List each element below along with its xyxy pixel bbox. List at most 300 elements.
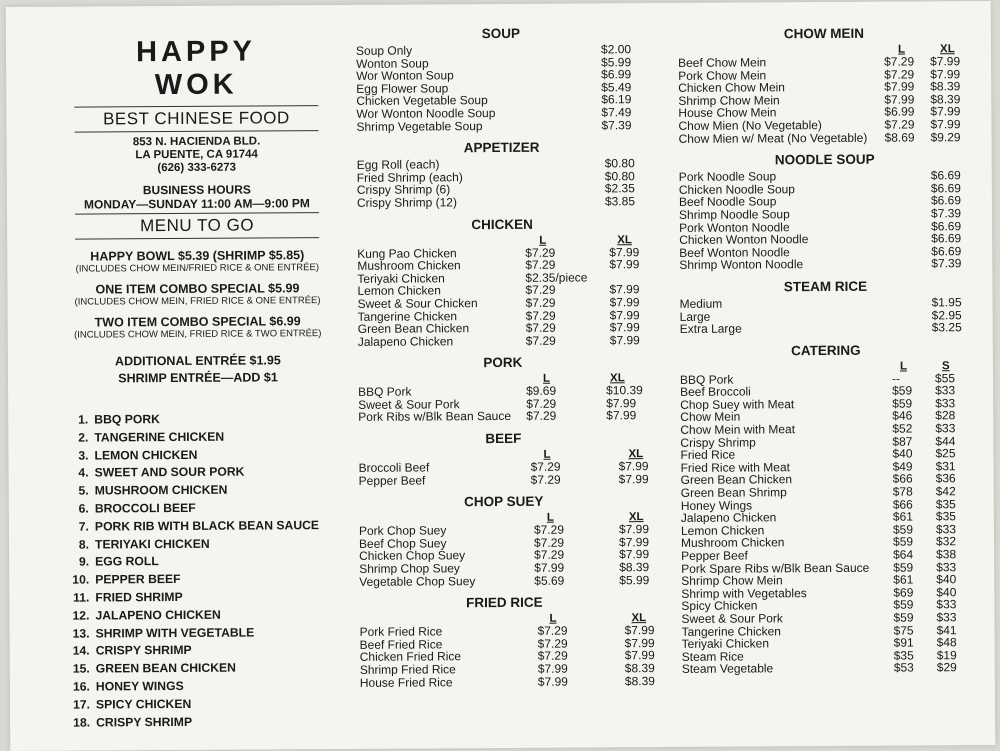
item-price: $6.69 xyxy=(930,168,961,183)
item-name: Chow Mein with Meat xyxy=(680,422,796,437)
item-price: $7.99 xyxy=(537,674,568,689)
section-chicken xyxy=(347,216,658,349)
item-price: $7.29 xyxy=(525,282,556,298)
entree-name: PEPPER BEEF xyxy=(95,572,181,587)
item-price: $40 xyxy=(892,446,913,461)
item-price: $78 xyxy=(892,484,913,499)
item-price: $7.29 xyxy=(530,472,561,487)
entree-number: 15. xyxy=(72,661,90,676)
item-price-alt: $7.99 xyxy=(930,104,961,119)
item-price-alt: $32 xyxy=(935,534,957,549)
item-price-alt: $19 xyxy=(936,647,957,663)
item-price: $3.25 xyxy=(931,320,962,335)
entree-name: SHRIMP WITH VEGETABLE xyxy=(95,625,255,641)
item-price: $7.39 xyxy=(601,117,632,132)
item-price-alt: $7.99 xyxy=(618,534,650,550)
item-price: $5.69 xyxy=(534,573,565,588)
size-label-large: L xyxy=(549,612,557,625)
item-price: $7.29 xyxy=(884,54,915,69)
item-name: Wor Wonton Noodle Soup xyxy=(356,105,496,121)
section-appetizer xyxy=(347,139,657,209)
offer-note: (INCLUDES CHOW MEIN, FRIED RICE & TWO ENTRÉE) xyxy=(74,328,322,341)
item-price-alt: $8.39 xyxy=(624,661,655,676)
item-price-alt: $9.29 xyxy=(930,129,961,144)
item-name: Vegetable Chop Suey xyxy=(359,573,476,589)
item-name: Sweet & Sour Pork xyxy=(681,611,783,626)
item-price: $7.29 xyxy=(537,649,568,664)
section-fried-rice xyxy=(349,594,660,689)
item-price-alt: $44 xyxy=(935,433,956,449)
item-name: Broccoli Beef xyxy=(358,460,430,475)
item-price: $6.69 xyxy=(930,180,961,196)
menu-item xyxy=(350,675,660,689)
item-price-alt: $8.39 xyxy=(624,673,655,688)
item-price-alt: $7.99 xyxy=(930,117,961,132)
entree-item xyxy=(69,570,329,589)
size-label-large: L xyxy=(897,43,906,56)
section-pork xyxy=(348,354,658,424)
item-name: Shrimp Chow Mein xyxy=(681,573,783,589)
entree-number: 4. xyxy=(78,465,89,480)
section-title: SOUP xyxy=(481,25,521,42)
entree-number: 2. xyxy=(78,430,89,445)
item-price: $59 xyxy=(892,396,913,411)
item-name: Shrimp Chow Mein xyxy=(678,93,780,108)
entree-number: 13. xyxy=(72,626,90,641)
item-name: Spicy Chicken xyxy=(681,598,758,614)
entree-item xyxy=(70,659,330,678)
menu-item xyxy=(349,574,659,588)
size-label-small: XL xyxy=(628,511,644,524)
item-price: $59 xyxy=(892,534,914,550)
item-name: Beef Fried Rice xyxy=(359,637,443,652)
item-price: $7.99 xyxy=(534,560,565,575)
entree-item xyxy=(68,428,328,447)
item-price-alt: $48 xyxy=(936,635,957,650)
section-title: CHOW MEIN xyxy=(783,25,865,42)
size-label-large: L xyxy=(542,372,551,386)
section-chop-suey xyxy=(349,493,660,588)
item-price-alt: $33 xyxy=(936,559,957,574)
item-name: Mushroom Chicken xyxy=(357,258,461,273)
address-line2: LA PUENTE, CA 91744 xyxy=(135,148,258,162)
entree-item xyxy=(69,517,329,536)
item-price: $6.69 xyxy=(931,231,962,246)
item-name: Shrimp Noodle Soup xyxy=(678,207,790,222)
item-name: Tangerine Chicken xyxy=(681,623,782,639)
offer-note: (INCLUDES CHOW MEIN/FRIED RICE & ONE ENTRÉE) xyxy=(75,262,320,275)
restaurant-name-line2: WOK xyxy=(154,68,238,102)
item-price: $7.39 xyxy=(930,206,962,221)
item-price: $7.49 xyxy=(601,105,632,120)
offer-title: ONE ITEM COMBO SPECIAL $5.99 xyxy=(95,281,300,297)
item-price: -- xyxy=(891,371,901,386)
right-column xyxy=(668,25,984,684)
item-price: $7.29 xyxy=(525,320,556,335)
item-price: $6.19 xyxy=(601,92,632,107)
entree-number: 9. xyxy=(78,554,90,569)
item-name: Egg Roll (each) xyxy=(356,157,440,173)
item-price: $66 xyxy=(892,497,913,512)
item-name: BBQ Pork xyxy=(358,384,412,400)
entree-name: PORK RIB WITH BLACK BEAN SAUCE xyxy=(94,517,320,534)
item-price: $7.29 xyxy=(533,522,565,538)
item-price-alt: $7.99 xyxy=(609,257,640,272)
menu-item xyxy=(348,334,658,348)
item-name: BBQ Pork xyxy=(679,372,734,387)
item-price: $7.29 xyxy=(884,117,915,132)
item-price-alt: $25 xyxy=(935,446,956,461)
item-price-alt: $40 xyxy=(936,585,957,600)
item-name: Steam Vegetable xyxy=(681,661,774,677)
entree-item xyxy=(70,713,330,732)
item-price: $6.69 xyxy=(931,218,962,233)
entree-name: BBQ PORK xyxy=(94,412,160,427)
restaurant-name-line1: HAPPY xyxy=(135,35,257,69)
entree-number: 10. xyxy=(72,572,90,587)
section-title: PORK xyxy=(483,355,523,371)
item-price-alt: $7.99 xyxy=(609,282,640,297)
section-steam-rice xyxy=(669,278,981,336)
entree-number: 6. xyxy=(78,501,89,516)
item-price-alt: $10.39 xyxy=(606,383,643,398)
item-price: $61 xyxy=(892,509,913,524)
item-name: Beef Noodle Soup xyxy=(678,194,777,210)
item-price: $87 xyxy=(892,434,913,449)
item-price-alt: $35 xyxy=(935,509,956,524)
item-price: $2.00 xyxy=(600,42,632,57)
section-title: BEEF xyxy=(485,430,522,447)
item-price: $46 xyxy=(892,408,913,424)
item-name: Fried Rice xyxy=(680,447,736,463)
address-line1: 853 N. HACIENDA BLD. xyxy=(132,135,261,149)
item-name: Pork Chow Mein xyxy=(678,67,767,83)
entree-number: 8. xyxy=(78,537,90,552)
item-price: $59 xyxy=(893,610,914,625)
item-name: Shrimp Wonton Noodle xyxy=(679,257,804,273)
item-name: Beef Chow Mein xyxy=(678,55,767,70)
item-price-alt: $41 xyxy=(936,622,957,637)
size-label-large: L xyxy=(899,360,908,373)
item-name: Pork Noodle Soup xyxy=(678,169,777,185)
item-name: Chicken Chop Suey xyxy=(359,548,466,564)
entree-number: 11. xyxy=(73,590,90,605)
item-name: Crispy Shrimp xyxy=(680,435,756,450)
item-price: $2.35/piece xyxy=(525,270,588,285)
entree-item xyxy=(69,606,329,625)
entree-name: LEMON CHICKEN xyxy=(94,447,198,463)
item-name: Shrimp with Vegetables xyxy=(681,585,807,601)
item-price-alt: $33 xyxy=(935,421,956,436)
item-price: $7.29 xyxy=(525,257,556,272)
entree-number: 14. xyxy=(72,643,90,658)
entree-name: JALAPENO CHICKEN xyxy=(95,607,221,623)
item-price-alt: $7.99 xyxy=(624,623,655,638)
section-title: STEAM RICE xyxy=(783,278,868,295)
item-price: $7.29 xyxy=(526,396,557,411)
item-price: $66 xyxy=(892,471,913,487)
item-name: Beef Chop Suey xyxy=(358,536,447,551)
entree-item xyxy=(68,410,328,429)
item-price-alt: $38 xyxy=(936,547,957,562)
item-price: $6.69 xyxy=(931,243,962,259)
item-name: Chow Mien w/ Meat (No Vegetable) xyxy=(678,130,868,146)
section-catering xyxy=(670,342,984,676)
item-name: Fried Rice with Meat xyxy=(680,460,790,475)
item-price: $6.99 xyxy=(884,104,915,120)
item-price: $2.95 xyxy=(931,307,962,322)
item-name: Fried Shrimp (each) xyxy=(356,169,463,185)
item-price-alt: $33 xyxy=(936,597,957,612)
section-title: FRIED RICE xyxy=(466,594,543,611)
item-price: $7.29 xyxy=(525,245,556,260)
item-name: Chicken Fried Rice xyxy=(359,649,462,665)
extras xyxy=(68,352,328,388)
entree-item xyxy=(69,588,329,607)
item-price: $9.69 xyxy=(526,383,557,399)
size-label-small: XL xyxy=(617,233,632,246)
size-label-small: S xyxy=(941,359,950,372)
business-hours: MONDAY—SUNDAY 11:00 AM—9:00 PM xyxy=(83,196,310,212)
item-price-alt: $33 xyxy=(936,610,957,625)
menu-item xyxy=(349,473,659,487)
section-noodle-soup xyxy=(669,151,982,272)
item-name: Wor Wonton Soup xyxy=(356,68,454,84)
menu-item xyxy=(670,321,982,335)
menu-sheet xyxy=(6,1,996,751)
item-price-alt: $7.99 xyxy=(619,547,650,562)
entree-item xyxy=(69,499,329,518)
item-name: Beef Wonton Noodle xyxy=(679,244,790,260)
item-price-alt: $7.99 xyxy=(606,408,637,423)
item-name: Crispy Shrimp (6) xyxy=(356,182,451,198)
item-price-alt: $42 xyxy=(935,484,956,499)
menu-title: MENU TO GO xyxy=(140,215,255,236)
item-name: Teriyaki Chicken xyxy=(681,636,770,652)
item-price-alt: $7.99 xyxy=(609,244,640,259)
item-name: Sweet & Sour Chicken xyxy=(357,296,478,311)
entree-item xyxy=(70,624,330,643)
item-price: $7.99 xyxy=(537,661,568,676)
menu-item xyxy=(669,257,981,271)
size-label-large: L xyxy=(546,511,554,524)
item-price: $7.29 xyxy=(884,67,915,82)
middle-column xyxy=(346,25,660,697)
item-price-alt: $7.99 xyxy=(609,332,640,348)
item-price-alt: $33 xyxy=(935,396,956,411)
tagline: BEST CHINESE FOOD xyxy=(103,108,290,129)
item-price: $75 xyxy=(893,623,914,638)
item-price: $52 xyxy=(892,421,913,436)
item-name: Teriyaki Chicken xyxy=(357,271,445,286)
size-label-small: XL xyxy=(628,448,644,461)
item-name: Green Bean Chicken xyxy=(357,321,470,336)
item-price: $7.29 xyxy=(525,308,556,323)
entree-item xyxy=(69,481,329,500)
size-label-small: XL xyxy=(609,372,625,385)
item-name: Beef Broccoli xyxy=(680,384,751,400)
item-price: $53 xyxy=(893,660,914,675)
item-name: House Chow Mein xyxy=(678,105,777,121)
item-name: Pork Ribs w/Blk Bean Sauce xyxy=(358,409,512,425)
entree-name: TERIYAKI CHICKEN xyxy=(94,536,210,552)
entree-number: 18. xyxy=(73,715,91,730)
item-name: Shrimp Chop Suey xyxy=(359,561,460,576)
entree-number: 7. xyxy=(78,519,89,534)
item-price: $7.29 xyxy=(533,535,565,550)
entree-list xyxy=(68,410,330,732)
shrimp-entree: SHRIMP ENTRÉE—ADD $1 xyxy=(118,370,278,386)
item-name: Pork Fried Rice xyxy=(359,624,443,640)
item-price-alt: $7.99 xyxy=(624,635,655,651)
entree-name: TANGERINE CHICKEN xyxy=(94,429,225,445)
item-price: $61 xyxy=(893,572,914,587)
item-price: $7.29 xyxy=(537,636,568,651)
entree-name: FRIED SHRIMP xyxy=(95,589,183,605)
item-price: $2.35 xyxy=(604,181,635,196)
item-price-alt: $31 xyxy=(935,459,956,474)
item-price: $5.99 xyxy=(601,54,632,69)
entree-item xyxy=(69,552,329,571)
item-name: Green Bean Shrimp xyxy=(680,485,787,500)
section-chow-mein xyxy=(668,25,981,145)
item-name: Crispy Shrimp (12) xyxy=(356,195,458,210)
item-name: Sweet & Sour Pork xyxy=(358,397,460,412)
section-title: CATERING xyxy=(791,342,861,358)
item-name: Kung Pao Chicken xyxy=(357,245,457,261)
entree-item xyxy=(69,535,329,554)
item-price: $91 xyxy=(893,635,914,650)
item-price-alt: $7.99 xyxy=(609,295,640,310)
item-price-alt: $33 xyxy=(935,383,956,398)
item-name: Pork Chop Suey xyxy=(358,523,447,539)
entree-number: 1. xyxy=(78,412,89,427)
item-price: $7.29 xyxy=(526,409,557,424)
item-price: $59 xyxy=(893,597,914,612)
entree-number: 16. xyxy=(72,679,90,694)
item-price: $69 xyxy=(893,585,914,600)
item-name: Pepper Beef xyxy=(358,473,426,488)
item-price-alt: $33 xyxy=(935,522,957,537)
left-column xyxy=(66,35,330,732)
hours-title: BUSINESS HOURS xyxy=(142,182,251,198)
offers xyxy=(67,248,328,342)
entree-name: HONEY WINGS xyxy=(95,678,184,694)
item-name: Pork Spare Ribs w/Blk Bean Sauce xyxy=(681,560,870,576)
item-price: $7.29 xyxy=(525,333,556,348)
item-name: Chicken Wonton Noodle xyxy=(679,232,809,248)
entree-item xyxy=(70,695,330,714)
item-price-alt: $7.99 xyxy=(609,320,640,335)
item-price-alt: $36 xyxy=(935,471,956,486)
offer-title: HAPPY BOWL $5.39 (SHRIMP $5.85) xyxy=(90,248,305,264)
item-price-alt: $7.99 xyxy=(930,66,961,81)
item-price: $6.69 xyxy=(930,193,962,208)
item-price-alt: $28 xyxy=(935,408,956,423)
item-price: $7.29 xyxy=(530,459,561,474)
item-price: $7.29 xyxy=(525,295,556,310)
item-price: $35 xyxy=(893,648,914,663)
item-name: Large xyxy=(679,309,711,324)
item-name: Shrimp Vegetable Soup xyxy=(356,118,483,134)
section-title: CHOP SUEY xyxy=(464,493,544,510)
section-title: APPETIZER xyxy=(463,139,540,156)
item-name: Medium xyxy=(679,296,723,311)
menu-item xyxy=(347,195,657,209)
item-price-alt: $7.99 xyxy=(618,471,649,486)
item-price: $8.69 xyxy=(884,130,915,145)
offer-one-item-combo xyxy=(67,281,327,309)
item-name: Tangerine Chicken xyxy=(357,308,458,324)
size-label-large: L xyxy=(539,234,547,247)
offer-two-item-combo xyxy=(68,314,328,342)
item-price: $7.99 xyxy=(884,92,915,107)
item-name: Soup Only xyxy=(355,43,413,58)
item-name: Green Bean Chicken xyxy=(680,472,793,488)
item-price-alt: $8.39 xyxy=(619,560,650,575)
item-name: Mushroom Chicken xyxy=(680,535,785,551)
entree-name: CRISPY SHRIMP xyxy=(96,714,193,730)
item-price-alt: $7.99 xyxy=(609,307,640,322)
item-name: Shrimp Fried Rice xyxy=(359,662,456,677)
item-price: $7.29 xyxy=(534,548,565,563)
entree-name: SWEET AND SOUR PORK xyxy=(94,464,245,480)
offer-title: TWO ITEM COMBO SPECIAL $6.99 xyxy=(94,314,301,330)
item-name: Wonton Soup xyxy=(356,56,429,71)
item-price: $6.99 xyxy=(601,67,632,82)
item-name: Jalapeno Chicken xyxy=(357,333,454,349)
item-price-alt: $7.99 xyxy=(930,54,961,69)
item-name: Honey Wings xyxy=(680,498,753,513)
item-price: $59 xyxy=(892,383,913,398)
item-price: $1.95 xyxy=(931,295,962,310)
item-price-alt: $40 xyxy=(936,572,957,587)
item-price-alt: $55 xyxy=(934,370,956,386)
entree-name: EGG ROLL xyxy=(95,554,159,569)
item-name: Lemon Chicken xyxy=(680,523,765,538)
item-name: Pepper Beef xyxy=(681,548,748,563)
entree-item xyxy=(69,463,329,482)
item-price: $3.85 xyxy=(604,194,636,209)
item-name: Chop Suey with Meat xyxy=(680,397,795,412)
item-name: Chicken Vegetable Soup xyxy=(356,93,488,109)
item-name: Chicken Chow Mein xyxy=(678,80,786,96)
item-name: Chow Mein xyxy=(680,410,741,425)
entree-number: 5. xyxy=(78,483,89,498)
size-label-small: XL xyxy=(631,612,647,625)
item-price-alt: $8.39 xyxy=(930,91,961,107)
item-price: $0.80 xyxy=(604,156,635,171)
menu-item xyxy=(672,661,984,675)
item-name: Chow Mien (No Vegetable) xyxy=(678,118,822,133)
item-price: $64 xyxy=(893,547,914,562)
size-label-large: L xyxy=(543,448,551,461)
item-price-alt: $7.99 xyxy=(606,396,637,411)
item-price: $7.39 xyxy=(931,256,962,271)
menu-item xyxy=(348,410,658,424)
entree-number: 12. xyxy=(72,608,90,623)
entree-name: MUSHROOM CHICKEN xyxy=(94,482,228,498)
item-price: $59 xyxy=(893,560,914,575)
section-title: NOODLE SOUP xyxy=(774,151,875,168)
menu-item xyxy=(346,119,656,133)
item-price-alt: $8.39 xyxy=(930,79,961,94)
item-price-alt: $7.99 xyxy=(618,522,650,537)
entree-number: 3. xyxy=(78,448,89,463)
item-name: Pork Wonton Noodle xyxy=(679,219,790,235)
additional-entree: ADDITIONAL ENTRÉE $1.95 xyxy=(114,353,281,369)
entree-number: 17. xyxy=(73,697,91,712)
